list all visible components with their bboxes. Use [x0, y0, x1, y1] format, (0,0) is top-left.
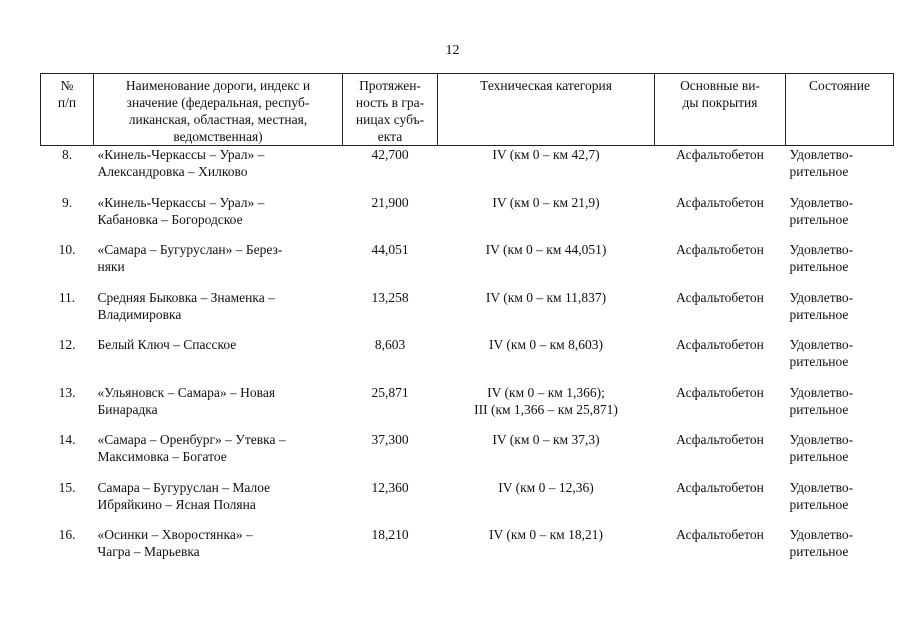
road-name-line: Александровка – Хилково	[97, 164, 248, 179]
road-name-line: Средняя Быковка – Знаменка –	[97, 289, 275, 305]
row-number: 10.	[58, 242, 76, 257]
row-number: 14.	[58, 432, 76, 447]
roads-table	[40, 73, 894, 574]
road-name-line: Владимировка	[97, 306, 182, 322]
header-line: Техническая категория	[480, 78, 612, 93]
table-row	[41, 146, 894, 194]
road-name	[94, 194, 343, 242]
road-length: 8,603	[374, 337, 406, 352]
road-state	[786, 241, 894, 289]
road-name-line: «Кинель-Черкассы – Урал» –	[97, 147, 265, 162]
road-name	[94, 289, 343, 337]
road-category	[438, 336, 655, 384]
road-name-line: «Осинки – Хворостянка» –	[97, 527, 253, 542]
road-length: 25,871	[371, 384, 409, 400]
table-row	[41, 336, 894, 384]
state-line: Удовлетво-	[789, 527, 854, 542]
road-coverage: Асфальтобетон	[676, 337, 764, 352]
row-number: 13.	[58, 384, 76, 400]
road-coverage: Асфальтобетон	[676, 432, 764, 447]
state-line: рительное	[789, 401, 849, 417]
state-line: Удовлетво-	[789, 432, 854, 447]
category-line: IV (км 0 – км 11,837)	[485, 289, 607, 305]
road-length: 21,900	[371, 194, 409, 210]
header-line: Наименование дороги, индекс и	[125, 78, 311, 93]
header-line: п/п	[57, 95, 77, 110]
state-line: рительное	[789, 306, 849, 322]
road-name-line: Белый Ключ – Спасское	[97, 337, 237, 352]
header-line: ведомственная)	[173, 129, 263, 144]
category-line: IV (км 0 – км 42,7)	[492, 147, 600, 162]
road-state	[786, 479, 894, 527]
road-name-line: Бинарадка	[97, 401, 158, 417]
road-coverage: Асфальтобетон	[676, 479, 764, 495]
header-length	[343, 74, 438, 146]
road-name-line: «Самара – Оренбург» – Утевка –	[97, 432, 286, 447]
header-category	[438, 74, 655, 146]
category-line: IV (км 0 – км 21,9)	[492, 194, 600, 210]
category-line: IV (км 0 – км 18,21)	[489, 527, 603, 542]
road-coverage: Асфальтобетон	[676, 527, 764, 542]
state-line: Удовлетво-	[789, 479, 854, 495]
header-road-name	[94, 74, 343, 146]
state-line: Удовлетво-	[789, 147, 854, 162]
table-row	[41, 526, 894, 574]
row-number: 11.	[58, 289, 76, 305]
road-name-line: «Кинель-Черкассы – Урал» –	[97, 194, 265, 210]
road-category	[438, 194, 655, 242]
road-category	[438, 384, 655, 432]
row-number: 8.	[61, 147, 73, 162]
table-row	[41, 241, 894, 289]
state-line: рительное	[789, 449, 849, 464]
header-coverage	[655, 74, 786, 146]
road-name	[94, 241, 343, 289]
road-state	[786, 336, 894, 384]
road-length: 44,051	[371, 242, 409, 257]
road-state	[786, 194, 894, 242]
category-line: III (км 1,366 – км 25,871)	[474, 401, 618, 417]
state-line: Удовлетво-	[789, 194, 854, 210]
road-category	[438, 241, 655, 289]
road-state	[786, 431, 894, 479]
road-coverage: Асфальтобетон	[676, 242, 764, 257]
row-number: 16.	[58, 527, 76, 542]
state-line: рительное	[789, 164, 849, 179]
state-line: Удовлетво-	[789, 242, 854, 257]
road-length: 13,258	[371, 289, 409, 305]
header-line: ность в гра-	[355, 95, 425, 110]
header-line: Протяжен-	[359, 78, 421, 93]
road-name	[94, 384, 343, 432]
category-line: IV (км 0 – 12,36)	[498, 479, 594, 495]
header-line: значение (федеральная, респуб-	[126, 95, 310, 110]
road-length: 37,300	[371, 432, 409, 447]
road-name-line: Самара – Бугуруслан – Малое	[97, 479, 271, 495]
road-name-line: «Самара – Бугуруслан» – Берез-	[97, 242, 283, 257]
header-line: ликанская, областная, местная,	[128, 112, 308, 127]
header-line: Основные ви-	[680, 78, 760, 93]
state-line: рительное	[789, 211, 849, 227]
road-name-line: Ибряйкино – Ясная Поляна	[97, 496, 256, 512]
header-line: №	[60, 78, 74, 93]
state-line: рительное	[789, 544, 849, 559]
road-name	[94, 336, 343, 384]
road-length: 18,210	[371, 527, 409, 542]
road-state	[786, 146, 894, 194]
road-name	[94, 479, 343, 527]
road-name	[94, 526, 343, 574]
row-number: 9.	[61, 194, 73, 210]
category-line: IV (км 0 – км 1,366);	[487, 384, 605, 400]
road-coverage: Асфальтобетон	[676, 147, 764, 162]
road-name-line: Максимовка – Богатое	[97, 449, 227, 464]
state-line: рительное	[789, 496, 849, 512]
row-number: 12.	[58, 337, 76, 352]
row-number: 15.	[58, 479, 76, 495]
road-name-line: Кабановка – Богородское	[97, 211, 243, 227]
header-line: ды покрытия	[682, 95, 758, 110]
state-line: рительное	[789, 259, 849, 274]
state-line: Удовлетво-	[789, 289, 854, 305]
header-row	[41, 74, 894, 146]
header-number	[41, 74, 94, 146]
road-name	[94, 146, 343, 194]
road-category	[438, 431, 655, 479]
road-length: 42,700	[371, 147, 409, 162]
category-line: IV (км 0 – км 44,051)	[485, 242, 607, 257]
road-name-line: Чагра – Марьевка	[97, 544, 200, 559]
road-state	[786, 289, 894, 337]
road-state	[786, 384, 894, 432]
category-line: IV (км 0 – км 8,603)	[489, 337, 603, 352]
road-coverage: Асфальтобетон	[676, 384, 764, 400]
road-category	[438, 146, 655, 194]
road-category	[438, 479, 655, 527]
page-number: 12	[445, 43, 460, 58]
road-state	[786, 526, 894, 574]
road-category	[438, 289, 655, 337]
road-name-line: няки	[97, 259, 125, 274]
category-line: IV (км 0 – км 37,3)	[492, 432, 600, 447]
table-row	[41, 289, 894, 337]
state-line: Удовлетво-	[789, 384, 854, 400]
road-category	[438, 526, 655, 574]
road-coverage: Асфальтобетон	[676, 194, 764, 210]
header-line: ницах субъ-	[355, 112, 425, 127]
header-state	[786, 74, 894, 146]
road-name-line: «Ульяновск – Самара» – Новая	[97, 384, 276, 400]
road-coverage: Асфальтобетон	[676, 289, 764, 305]
table-row	[41, 384, 894, 432]
header-line: Состояние	[809, 78, 870, 93]
table-row	[41, 194, 894, 242]
table-row	[41, 479, 894, 527]
road-name	[94, 431, 343, 479]
state-line: рительное	[789, 354, 849, 369]
table-row	[41, 431, 894, 479]
header-line: екта	[377, 129, 403, 144]
state-line: Удовлетво-	[789, 337, 854, 352]
road-length: 12,360	[371, 479, 409, 495]
